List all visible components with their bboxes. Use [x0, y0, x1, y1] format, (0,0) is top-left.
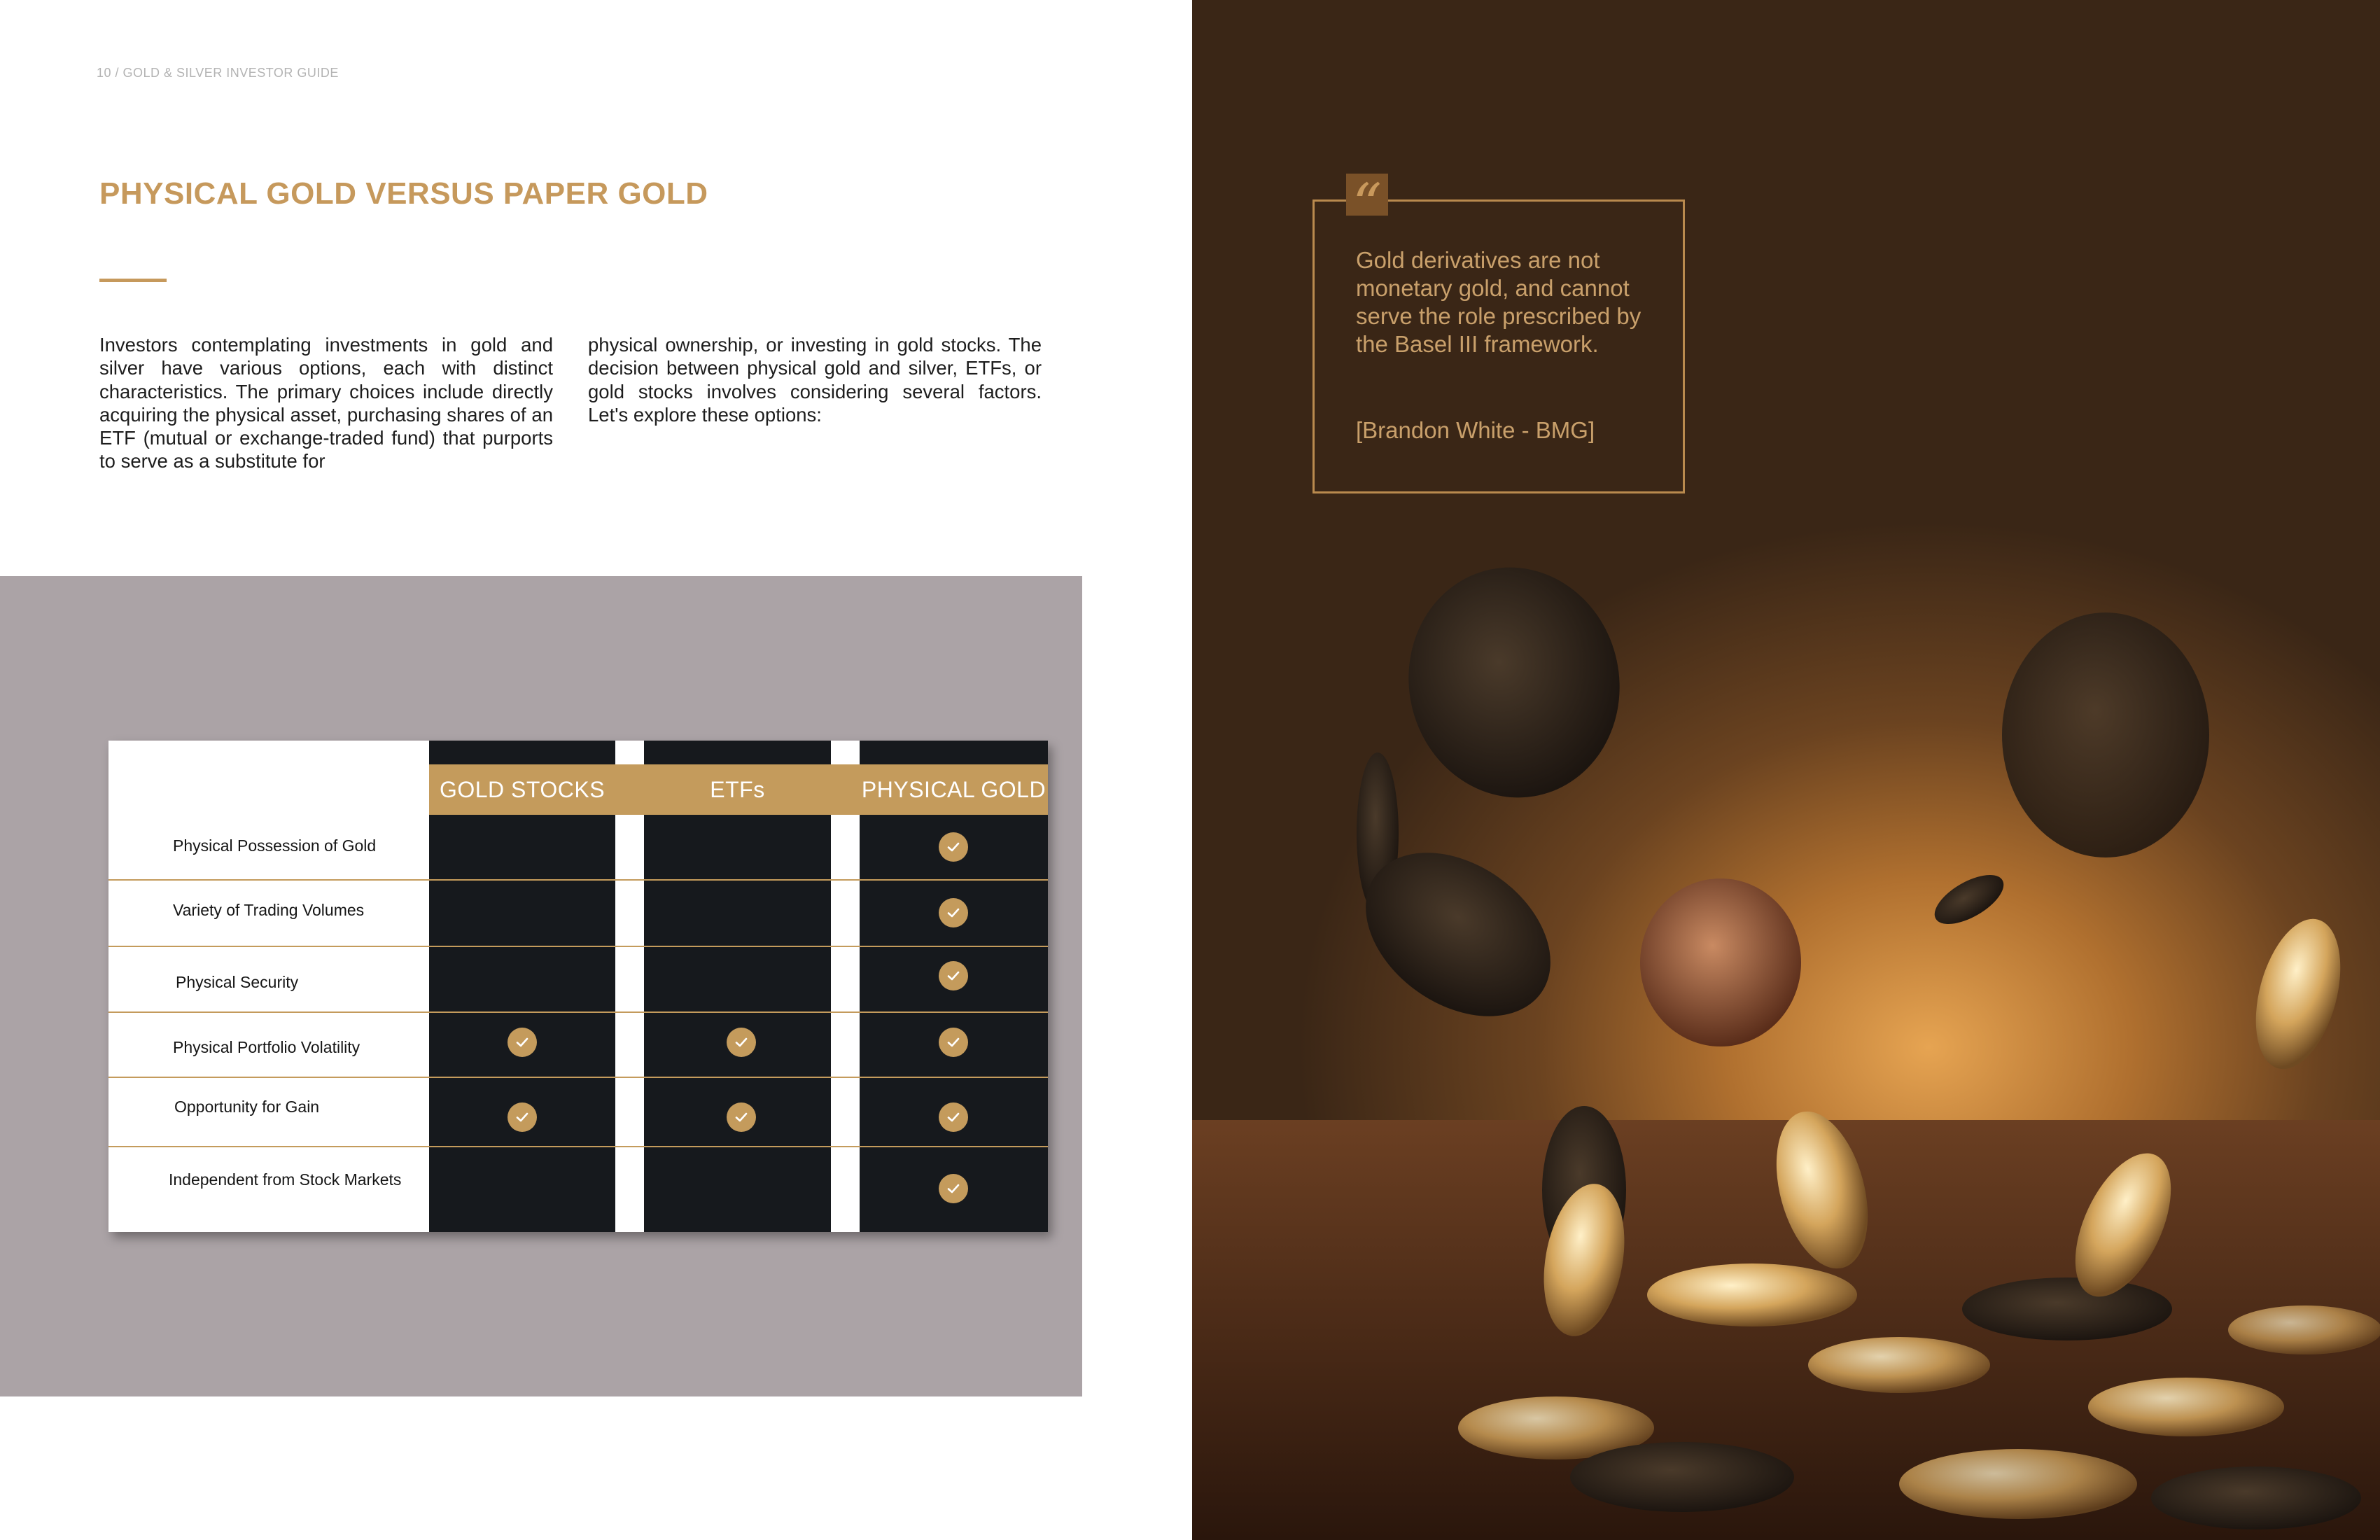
check-icon [939, 832, 968, 862]
row-divider [108, 946, 1048, 947]
check-icon [507, 1028, 537, 1057]
column-header-physical-gold: PHYSICAL GOLD [860, 764, 1048, 815]
column-header-etfs: ETFs [615, 764, 860, 815]
quote-mark-icon: “ [1346, 174, 1388, 216]
check-icon [939, 1028, 968, 1057]
row-label: Opportunity for Gain [174, 1097, 320, 1116]
row-label: Physical Security [176, 972, 299, 991]
row-label: Physical Portfolio Volatility [173, 1037, 360, 1056]
check-icon [727, 1028, 756, 1057]
row-divider [108, 1146, 1048, 1147]
row-label: Independent from Stock Markets [169, 1170, 402, 1189]
body-paragraph-left: Investors contemplating investments in gold and silver have various options, each with distinct characteristics. The primary choices include directly acquiring the physical asset, purchasing shares of an ETF (mutual or exchange-traded fund) that purports to serve as a substitute for [99, 334, 553, 472]
check-icon [507, 1102, 537, 1132]
pull-quote-attribution: [Brandon White - BMG] [1356, 417, 1595, 443]
check-icon [939, 1102, 968, 1132]
page-title: PHYSICAL GOLD VERSUS PAPER GOLD [99, 176, 708, 211]
check-icon [939, 961, 968, 990]
row-label: Variety of Trading Volumes [173, 900, 365, 919]
body-paragraph-right: physical ownership, or investing in gold stocks. The decision between physical gold and silver, ETFs, or gold stocks involves considering several factors. Let's explore these options: [588, 334, 1042, 426]
title-underline [99, 279, 167, 282]
check-icon [939, 898, 968, 927]
row-divider [108, 1077, 1048, 1078]
row-label: Physical Possession of Gold [173, 836, 377, 855]
check-icon [939, 1174, 968, 1203]
pull-quote-text: Gold derivatives are not monetary gold, and cannot serve the role prescribed by the Basel III framework. [1356, 247, 1642, 357]
running-header: 10 / GOLD & SILVER INVESTOR GUIDE [97, 66, 339, 80]
check-icon [727, 1102, 756, 1132]
row-divider [108, 1011, 1048, 1013]
column-header-gold-stocks: GOLD STOCKS [429, 764, 615, 815]
comparison-table [108, 741, 1048, 1232]
row-divider [108, 879, 1048, 881]
